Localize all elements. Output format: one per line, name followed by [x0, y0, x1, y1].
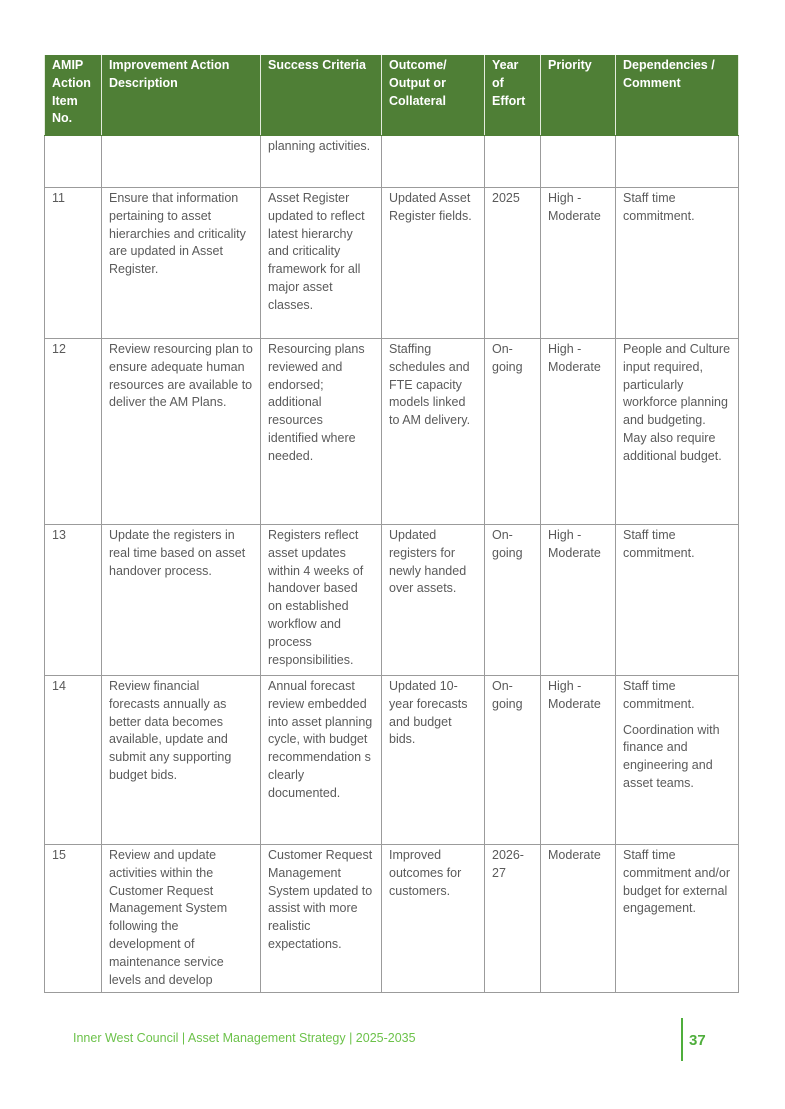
cell-item-no: 13 — [45, 525, 102, 676]
cell-comment — [616, 845, 739, 993]
cell-outcome: Updated Asset Register fields. — [382, 188, 485, 339]
cell-year: On-going — [485, 339, 541, 525]
cell-description: Ensure that information pertaining to asset hierarchies and criticality are updated in Asset Register. — [102, 188, 261, 339]
cell-outcome: Updated registers for newly handed over assets. — [382, 525, 485, 676]
cell-success-criteria: Asset Register updated to reflect latest hierarchy and criticality framework for all major asset classes. — [261, 188, 382, 339]
header-outcome: Outcome/ Output or Collateral — [382, 55, 485, 136]
cell-success-criteria: Registers reflect asset updates within 4 weeks of handover based on established workflow and process responsibilities. — [261, 525, 382, 676]
cell-outcome — [382, 136, 485, 188]
comment-text: Coordination with finance and engineering and asset teams. — [623, 722, 720, 790]
cell-item-no: 12 — [45, 339, 102, 525]
amip-table — [44, 55, 739, 993]
cell-year: 2025 — [485, 188, 541, 339]
header-success-criteria: Success Criteria — [261, 55, 382, 136]
table-row — [45, 525, 739, 676]
table-row — [45, 676, 739, 845]
table-row — [45, 339, 739, 525]
cell-success-criteria: Customer Request Management System updated to assist with more realistic expectations. — [261, 845, 382, 993]
footer-document-title: Inner West Council | Asset Management Strategy | 2025-2035 — [73, 1031, 416, 1045]
header-description: Improvement Action Description — [102, 55, 261, 136]
cell-comment — [616, 136, 739, 188]
cell-success-criteria: Annual forecast review embedded into asset planning cycle, with budget recommendation s clearly documented. — [261, 676, 382, 845]
cell-year: On-going — [485, 525, 541, 676]
cell-description: Review financial forecasts annually as better data becomes available, update and submit any supporting budget bids. — [102, 676, 261, 845]
comment-text: Staff time commitment. — [623, 679, 695, 711]
cell-priority: High - Moderate — [541, 676, 616, 845]
table-row — [45, 845, 739, 993]
cell-success-criteria: planning activities. — [261, 136, 382, 188]
cell-priority — [541, 136, 616, 188]
comment-text: Staff time commitment. — [623, 191, 695, 223]
cell-comment — [616, 676, 739, 845]
comment-text: People and Culture input required, particularly workforce planning and budgeting. May also require additional budget. — [623, 342, 731, 463]
cell-priority: High - Moderate — [541, 188, 616, 339]
cell-priority: Moderate — [541, 845, 616, 993]
table-header-row — [45, 55, 739, 136]
cell-year: 2026-27 — [485, 845, 541, 993]
cell-item-no: 14 — [45, 676, 102, 845]
header-item-no: AMIP Action Item No. — [45, 55, 102, 136]
cell-year: On-going — [485, 676, 541, 845]
cell-description: Review resourcing plan to ensure adequate human resources are available to deliver the AM Plans. — [102, 339, 261, 525]
cell-priority: High - Moderate — [541, 339, 616, 525]
header-comment: Dependencies / Comment — [616, 55, 739, 136]
table-row — [45, 188, 739, 339]
header-priority: Priority — [541, 55, 616, 136]
table-row — [45, 136, 739, 188]
cell-outcome: Staffing schedules and FTE capacity models linked to AM delivery. — [382, 339, 485, 525]
header-year: Year of Effort — [485, 55, 541, 136]
cell-success-criteria: Resourcing plans reviewed and endorsed; additional resources identified where needed. — [261, 339, 382, 525]
cell-comment — [616, 339, 739, 525]
cell-priority: High - Moderate — [541, 525, 616, 676]
cell-description: Review and update activities within the Customer Request Management System following the development of maintenance service levels and develop — [102, 845, 261, 993]
cell-comment — [616, 188, 739, 339]
cell-item-no — [45, 136, 102, 188]
cell-outcome: Updated 10-year forecasts and budget bids. — [382, 676, 485, 845]
cell-outcome: Improved outcomes for customers. — [382, 845, 485, 993]
cell-item-no: 15 — [45, 845, 102, 993]
cell-description: Update the registers in real time based on asset handover process. — [102, 525, 261, 676]
page-number: 37 — [689, 1032, 706, 1049]
cell-item-no: 11 — [45, 188, 102, 339]
comment-text: Staff time commitment. — [623, 528, 695, 560]
comment-text: Staff time commitment and/or budget for external engagement. — [623, 848, 730, 916]
cell-year — [485, 136, 541, 188]
cell-comment — [616, 525, 739, 676]
footer-divider — [681, 1018, 683, 1061]
cell-description — [102, 136, 261, 188]
